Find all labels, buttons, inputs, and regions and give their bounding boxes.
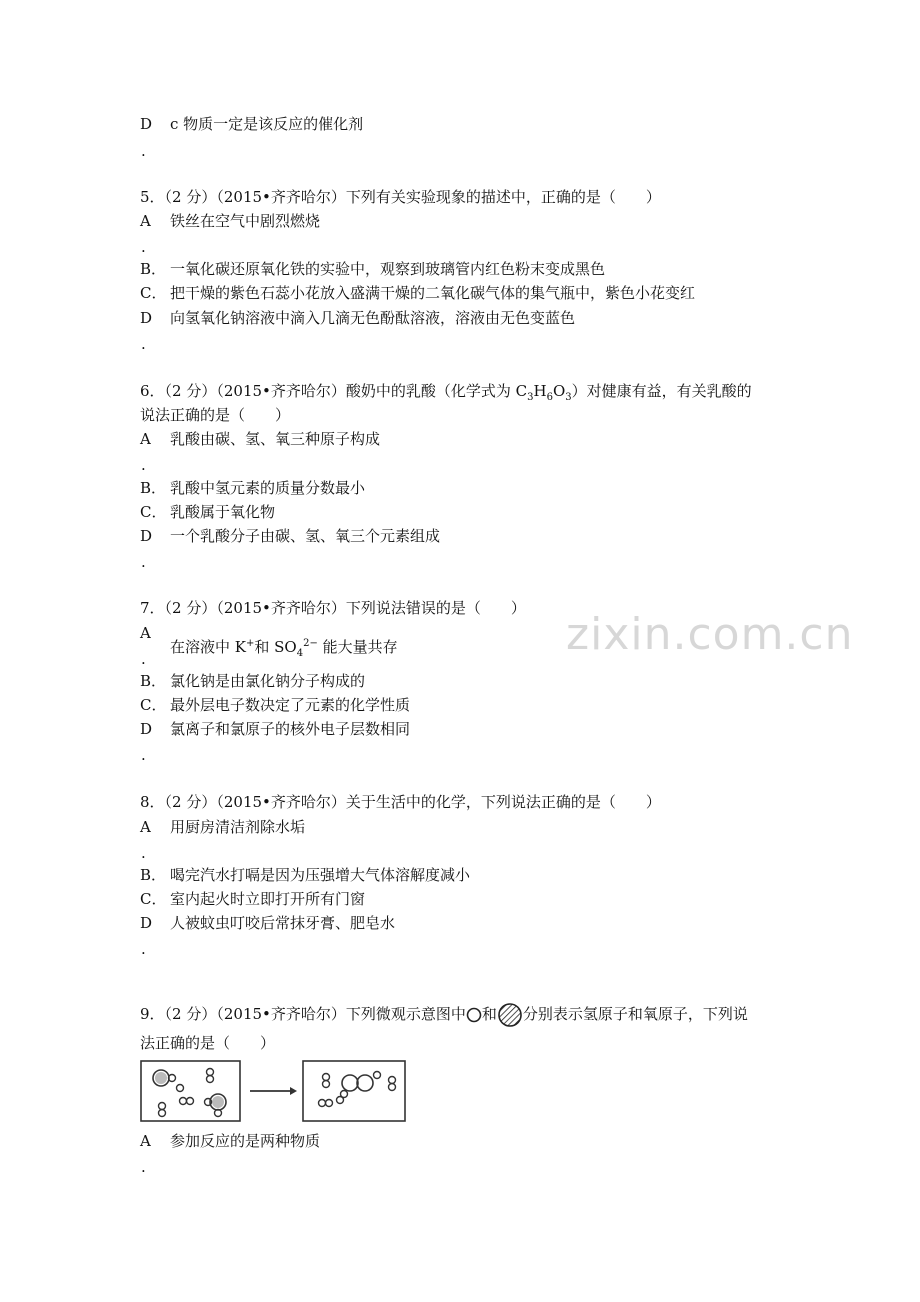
q8-stem: 8．（2 分）（2015•齐齐哈尔）关于生活中的化学，下列说法正确的是（ ） [140,793,661,811]
q7-option-b: B． 氯化钠是由氯化钠分子构成的 [140,672,366,690]
reaction-diagram [140,1058,406,1124]
line-dot: . [141,746,146,764]
line-dot: . [141,238,146,256]
q5-option-a: A 铁丝在空气中剧烈燃烧 [140,212,321,230]
hydrogen-atom-icon [466,1007,482,1023]
line-dot: . [141,142,146,160]
q8-option-b: B． 喝完汽水打嗝是因为压强增大气体溶解度减小 [140,866,471,884]
q6-option-c: C． 乳酸属于氧化物 [140,503,276,521]
q7-option-c: C． 最外层电子数决定了元素的化学性质 [140,696,411,714]
watermark: zixin.com.cn [566,609,854,660]
q8-option-d: D 人被蚊虫叮咬后常抹牙膏、肥皂水 [140,914,396,932]
line-dot: . [141,1158,146,1176]
arrow-head [290,1087,297,1095]
q5-option-b: B． 一氧化碳还原氧化铁的实验中，观察到玻璃管内红色粉末变成黑色 [140,260,606,278]
q9-stem-line2: 法正确的是（ ） [140,1034,276,1052]
line-dot: . [141,844,146,862]
q7-option-a: 在溶液中 K+和 $SO_4^{2-}$ 能大量共存 [170,638,398,659]
oxygen-atom-icon [497,1002,523,1028]
line-dot: . [141,335,146,353]
q9-stem: 9．（2 分）（2015•齐齐哈尔）下列微观示意图中 和 分别表示氢原子和氧原子，下列说 [140,1002,748,1028]
line-dot: . [141,650,146,668]
product-box [303,1061,405,1121]
q8-option-c: C． 室内起火时立即打开所有门窗 [140,890,366,908]
line-dot: . [141,940,146,958]
q7-option-d: D 氯离子和氯原子的核外电子层数相同 [140,720,411,738]
line-dot: . [141,456,146,474]
line-dot: . [141,553,146,571]
q6-option-b: B． 乳酸中氢元素的质量分数最小 [140,479,366,497]
q6-option-a: A 乳酸由碳、氢、氧三种原子构成 [140,430,381,448]
q4-option-d: D c 物质一定是该反应的催化剂 [140,115,364,133]
q9-option-a: A 参加反应的是两种物质 [140,1132,321,1150]
q7-stem: 7．（2 分）（2015•齐齐哈尔）下列说法错误的是（ ） [140,599,526,617]
reactant-box [141,1061,240,1121]
q8-option-a: A 用厨房清洁剂除水垢 [140,818,306,836]
q7-option-a-letter: A [140,624,151,642]
q6-stem: 6．（2 分）（2015•齐齐哈尔）酸奶中的乳酸（化学式为 $C_3H_6O_3$）对健康有益，有关乳酸的 [140,382,752,403]
q5-stem: 5．（2 分）（2015•齐齐哈尔）下列有关实验现象的描述中，正确的是（ ） [140,188,661,206]
q6-stem-line2: 说法正确的是（ ） [140,406,291,424]
q5-option-d: D 向氢氧化钠溶液中滴入几滴无色酚酞溶液，溶液由无色变蓝色 [140,309,576,327]
q5-option-c: C． 把干燥的紫色石蕊小花放入盛满干燥的二氧化碳气体的集气瓶中，紫色小花变红 [140,284,696,302]
q6-option-d: D 一个乳酸分子由碳、氢、氧三个元素组成 [140,527,441,545]
